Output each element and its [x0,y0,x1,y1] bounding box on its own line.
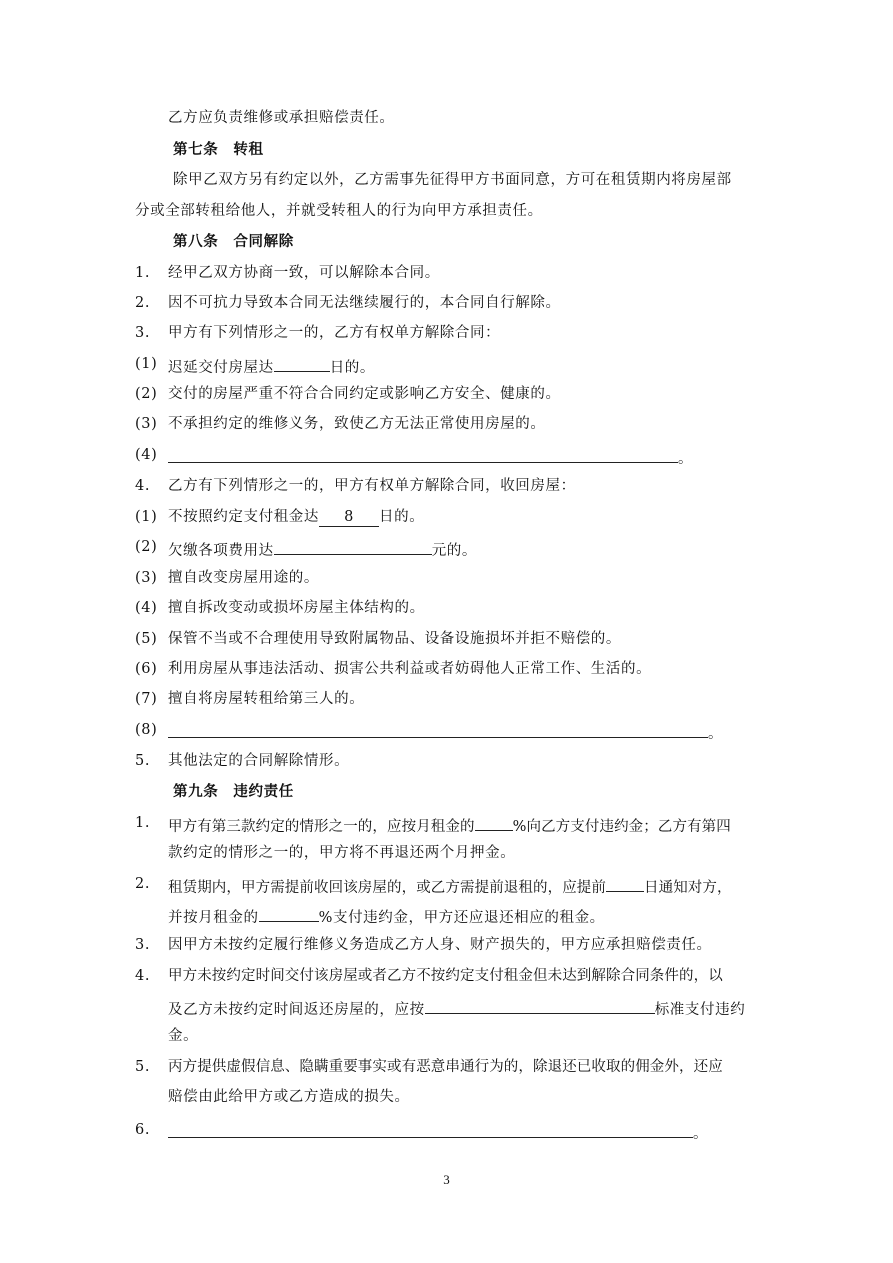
clause-number: 3. [135,937,151,953]
clause-number: 5. [135,753,151,769]
clause-text: 甲方未按约定时间交付该房屋或者乙方不按约定支付租金但未达到解除合同条件的，以 [168,968,723,984]
clause-text-part: 甲方有第三款约定的情形之一的，应按月租金的 [168,819,475,835]
item-text [168,507,424,527]
article-9-heading: 第九条 违约责任 [173,783,294,800]
item-text: 擅自拆改变动或损坏房屋主体结构的。 [168,600,425,616]
clause-text-part: %支付违约金，甲方还应退还相应的租金。 [318,910,605,926]
item-text-part: 不按照约定支付租金达 [168,509,319,525]
clause-text: 款约定的情形之一的，甲方将不再退还两个月押金。 [168,845,516,861]
text-line: 分或全部转租给他人，并就受转租人的行为向甲方承担责任。 [135,203,543,219]
clause-text-part: %向乙方支付违约金；乙方有第四 [512,819,731,835]
item-text: 保管不当或不合理使用导致附属物品、设备设施损坏并拒不赔偿的。 [168,631,621,647]
item-text: 利用房屋从事违法活动、损害公共利益或者妨碍他人正常工作、生活的。 [168,661,652,677]
item-text-part: 欠缴各项费用达 [168,543,274,559]
item-text: 交付的房屋严重不符合合同约定或影响乙方安全、健康的。 [168,386,561,402]
clause-text [168,996,745,1020]
clause-number: 3. [135,325,151,341]
item-text-part: 迟延交付房屋达 [168,360,274,376]
clause-text-part: 租赁期内，甲方需提前收回该房屋的，或乙方需提前退租的，应提前 [168,880,606,896]
item-text: 擅自改变房屋用途的。 [168,570,319,586]
blank-field[interactable] [425,996,655,1014]
item-text [168,720,723,744]
item-text-part: 日的。 [379,509,425,525]
clause-text [168,904,605,928]
item-number: (6) [135,661,158,677]
text-line: 除甲乙双方另有约定以外，乙方需事先征得甲方书面同意，方可在租赁期内将房屋部 [173,172,732,188]
filled-field[interactable]: 8 [319,509,379,527]
item-number: (4) [135,600,158,616]
clause-text: 其他法定的合同解除情形。 [168,753,350,769]
clause-number: 1. [135,815,151,831]
item-number: (8) [135,722,158,738]
clause-number: 2. [135,876,151,892]
clause-number: 6. [135,1122,151,1138]
item-text-part: 。 [708,726,724,742]
clause-text: 金。 [168,1028,199,1044]
item-number: (3) [135,570,158,586]
page-number: 3 [443,1172,450,1187]
clause-text [168,874,732,898]
clause-text: 甲方有下列情形之一的，乙方有权单方解除合同： [168,325,501,341]
blank-field[interactable] [475,813,513,831]
text-line: 乙方应负责维修或承担赔偿责任。 [168,110,395,126]
article-7-heading: 第七条 转租 [173,141,264,158]
clause-text: 经甲乙双方协商一致，可以解除本合同。 [168,265,440,281]
blank-field[interactable] [168,1120,693,1138]
item-text [168,354,375,378]
blank-field[interactable] [168,445,678,463]
item-text: 不承担约定的维修义务，致使乙方无法正常使用房屋的。 [168,416,546,432]
item-number: (2) [135,539,158,555]
item-number: (4) [135,447,158,463]
clause-number: 5. [135,1059,151,1075]
clause-text: 乙方有下列情形之一的，甲方有权单方解除合同，收回房屋： [168,478,576,494]
blank-field[interactable] [606,874,644,892]
clause-number: 2. [135,295,151,311]
clause-text [168,813,731,837]
clause-text-part: 。 [693,1126,709,1142]
item-number: (3) [135,416,158,432]
clause-text: 丙方提供虚假信息、隐瞒重要事实或有恶意串通行为的，除退还已收取的佣金外，还应 [168,1059,723,1075]
blank-field[interactable] [259,904,319,922]
clause-number: 1. [135,265,151,281]
blank-field[interactable] [274,537,432,555]
clause-text: 因甲方未按约定履行维修义务造成乙方人身、财产损失的，甲方应承担赔偿责任。 [168,937,712,953]
item-number: (7) [135,691,158,707]
item-number: (1) [135,509,158,525]
item-text-part: 元的。 [431,543,478,559]
article-8-heading: 第八条 合同解除 [173,233,294,250]
clause-number: 4. [135,478,151,494]
blank-field[interactable] [274,354,330,372]
clause-text-part: 标准支付违约 [654,1002,746,1018]
clause-text-part: 及乙方未按约定时间返还房屋的，应按 [168,1002,425,1018]
item-text-part: 。 [678,451,694,467]
clause-text-part: 并按月租金的 [168,910,259,926]
item-text: 擅自将房屋转租给第三人的。 [168,691,365,707]
clause-number: 4. [135,968,151,984]
blank-field[interactable] [168,720,708,738]
clause-text [168,1120,708,1144]
item-text [168,445,693,469]
item-number: (5) [135,631,158,647]
item-text [168,537,477,561]
item-number: (2) [135,386,158,402]
clause-text: 因不可抗力导致本合同无法继续履行的，本合同自行解除。 [168,295,561,311]
clause-text: 赔偿由此给甲方或乙方造成的损失。 [168,1089,410,1105]
item-number: (1) [135,356,158,372]
item-text-part: 日的。 [329,360,376,376]
clause-text-part: 日通知对方， [644,880,732,896]
